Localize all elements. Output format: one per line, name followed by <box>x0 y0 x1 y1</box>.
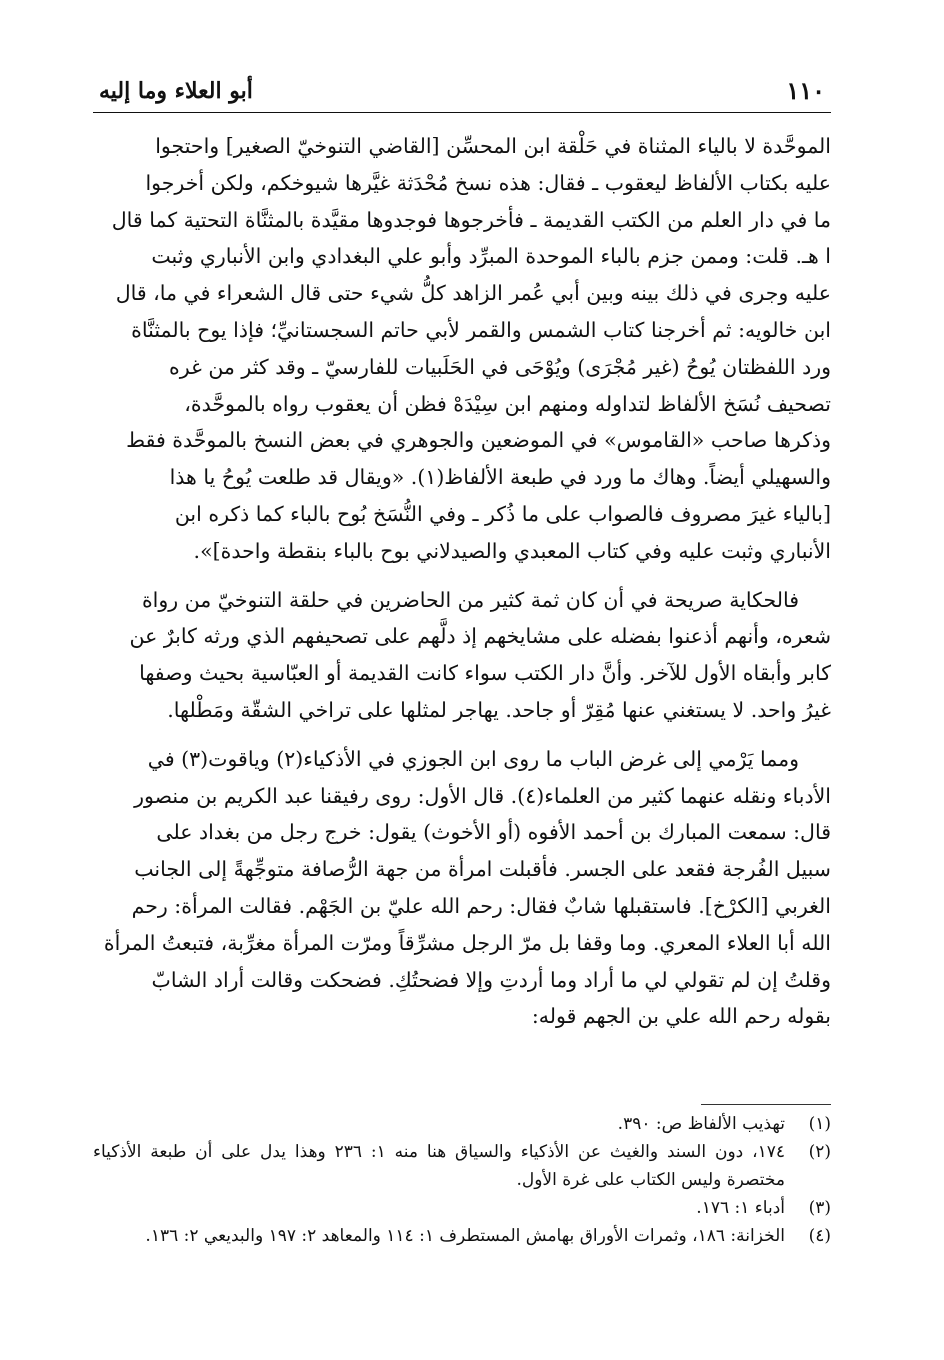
main-text <box>93 128 831 1035</box>
page-header <box>93 70 831 113</box>
footnote-separator <box>701 1104 831 1105</box>
paragraph-1: الموحَّدة لا بالياء المثناة في حَلْقة ابن المحسِّن [القاضي التنوخيّ الصغير] واحتجوا عليه بكتاب الألفاظ ليعقوب ـ فقال: هذه نسخ مُحْدَثة غيَّرها شيوخكم، ولكن أخرجوا ما في دار العلم من الكتب القديمة ـ فأخرجوها فوجدوها مقيَّدة بالمثنَّاة التحتية كما قال ا هـ. قلت: وممن جزم بالباء الموحدة المبرِّد وأبو علي البغدادي وابن الأنباري وثبت عليه وجرى في ذلك بينه وبين أبي عُمر الزاهد كلُّ شيء حتى قال الشعراء في ما، قال ابن خالويه: ثم أخرجنا كتاب الشمس والقمر لأبي حاتم السجستانيِّ؛ فإذا يوح بالمثنَّاة ورد اللفظتان يُوحُ (غير مُجْرَى) ويُوْحَى في الحَلَبيات للفارسيّ ـ وقد كثر من غره تصحيف نُسَخ الألفاظ لتداوله ومنهم ابن سِيْدَهْ فظن أن يعقوب رواه بالموحَّدة، وذكرها صاحب «القاموس» في الموضعين والجوهري في بعض النسخ بالموحَّدة فقط والسهيلي أيضاً. وهاك ما ورد في طبعة الألفاظ(١). «ويقال قد طلعت يُوحُ يا هذا [بالياء غيرَ مصروف فالصواب على ما ذُكر ـ وفي النُّسَخ بُوح بالباء كما ذكره ابن الأنباري وثبت عليه وفي كتاب المعبدي والصيدلاني بوح بالباء بنقطة واحدة]». <box>111 134 831 563</box>
footnote-text: ١٧٤، دون السند والغيث عن الأذكياء والسياق هنا منه ١: ٢٣٦ وهذا يدل على أن طبعة الأذكياء مختصرة وليس الكتاب على غرة الأول. <box>93 1142 785 1190</box>
paragraph-2: فالحكاية صريحة في أن كان ثمة كثير من الحاضرين في حلقة التنوخيّ من رواة شعره، وأنهم أذعنوا بفضله على مشايخهم إذ دلَّهم على تصحيفهم الذي ورثه كابرٌ عن كابر وأبقاه الأول للآخر. وأنَّ دار الكتب سواء كانت القديمة أو العبّاسية بحيث وصفها غيرُ واحد. لا يستغني عنها مُقِرّ أو جاحد. يهاجر لمثلها على تراخي الشقّة ومَطْلها. <box>129 587 831 722</box>
footnote-text: أدباء ١: ١٧٦. <box>696 1198 785 1218</box>
footnote-number: (٣) <box>808 1198 831 1218</box>
footnotes <box>93 1110 831 1250</box>
footnote-text: الخزانة: ١٨٦، وثمرات الأوراق بهامش المستطرف ١: ١١٤ والمعاهد ٢: ١٩٧ والبديعي ٢: ١٣٦. <box>145 1226 785 1246</box>
paragraph-3: ومما يَرْمي إلى غرض الباب ما روى ابن الجوزي في الأذكياء(٢) وياقوت(٣) في الأدباء ونقله عنهما كثير من العلماء(٤). قال الأول: روى رفيقنا عبد الكريم بن منصور قال: سمعت المبارك بن أحمد الأفوه (أو الأخوث) يقول: خرج رجل من بغداد على سبيل الفُرجة فقعد على الجسر. فأقبلت امرأة من جهة الرُّصافة متوجِّهةً إلى الجانب الغربي [الكرْخ]. فاستقبلها شابٌ فقال: رحم الله عليّ بن الجَهْم. فقالت المرأة: رحم الله أبا العلاء المعري. وما وقفا بل مرّ الرجل مشرِّقاً ومرّت المرأة مغرِّبة، فتبعتُ المرأة وقلتُ إن لم تقولي لي ما أراد وما أردتِ وإلا فضحتُكِ. فضحكت وقالت أراد الشابّ بقوله رحم الله علي بن الجهم قوله: <box>103 746 831 1029</box>
footnote-text: تهذيب الألفاظ ص: ٣٩٠. <box>617 1114 785 1134</box>
footnote <box>93 1194 831 1222</box>
running-title: أبو العلاء وما إليه <box>99 78 253 104</box>
footnote-number: (١) <box>808 1114 831 1134</box>
footnote <box>93 1110 831 1138</box>
footnote-number: (٢) <box>808 1142 831 1162</box>
page-number: ١١٠ <box>786 76 825 105</box>
footnote <box>93 1222 831 1250</box>
footnote-number: (٤) <box>808 1226 831 1246</box>
book-page <box>93 0 831 1360</box>
footnote <box>93 1138 831 1194</box>
